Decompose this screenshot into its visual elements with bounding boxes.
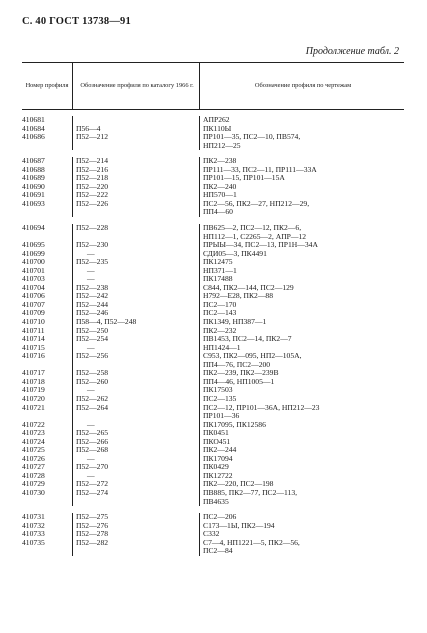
catalog-designation: П52—216: [72, 166, 199, 175]
catalog-designation: —: [72, 267, 199, 276]
catalog-designation: П52—228: [72, 224, 199, 233]
profile-number: 410727: [22, 462, 45, 472]
profile-number: 410688: [22, 164, 45, 174]
catalog-designation: П52—270: [72, 463, 199, 472]
catalog-designation: —: [72, 421, 199, 430]
profile-number: 410722: [22, 419, 45, 429]
drawing-designation: ПС2—206: [199, 513, 404, 522]
column-header-number: Номер профиля: [25, 82, 69, 89]
catalog-designation: П52—244: [72, 301, 199, 310]
catalog-designation: —: [72, 250, 199, 259]
profile-number: 410733: [22, 529, 45, 539]
drawing-designation: ПК12475: [199, 258, 404, 267]
catalog-designation: П52—226: [72, 200, 199, 209]
drawing-designation: ПК1349, НП387—1: [199, 318, 404, 327]
table-row: [22, 352, 404, 369]
catalog-designation: П52—262: [72, 395, 199, 404]
catalog-designation: П52—274: [72, 489, 199, 498]
profile-number: 410716: [22, 351, 45, 361]
drawing-designation: ПР101—36: [199, 412, 404, 421]
catalog-designation: П52—214: [72, 157, 199, 166]
catalog-designation: П56—4: [72, 125, 199, 134]
drawing-designation: ПС2—84: [199, 547, 404, 556]
drawing-designation: ПК110Ы: [199, 125, 404, 134]
profile-number: 410721: [22, 402, 45, 412]
profile-number: 410718: [22, 376, 45, 386]
profile-number: 410729: [22, 479, 45, 489]
drawing-designation: ПП4—46, НП1005—1: [199, 378, 404, 387]
profile-number: 410717: [22, 368, 45, 378]
table-row: [22, 489, 404, 506]
profile-number: 410709: [22, 308, 45, 318]
profile-number: 410700: [22, 257, 45, 267]
catalog-designation: П52—276: [72, 522, 199, 531]
profile-number: 410704: [22, 282, 45, 292]
drawing-designation: ПК17488: [199, 275, 404, 284]
drawing-designation: С7—4, НП1221—5, ПК2—56,: [199, 539, 404, 548]
catalog-designation: —: [72, 472, 199, 481]
catalog-designation: П52—218: [72, 174, 199, 183]
profile-number: 410723: [22, 428, 45, 438]
drawing-designation: АПР262: [199, 116, 404, 125]
catalog-designation: П52—266: [72, 438, 199, 447]
table-row: [22, 133, 404, 150]
column-header-drawing: Обозначение профиля по чертежам: [199, 63, 404, 109]
profile-number: 410691: [22, 190, 45, 200]
profile-number: 410726: [22, 453, 45, 463]
catalog-designation: П52—230: [72, 241, 199, 250]
catalog-designation: П52—265: [72, 429, 199, 438]
profile-number: 410703: [22, 274, 45, 284]
drawing-designation: ПВ885, ПК2—77, ПС2—113,: [199, 489, 404, 498]
catalog-designation: П58—4, П52—248: [72, 318, 199, 327]
profile-number: 410686: [22, 132, 45, 142]
drawing-designation: ПРЫЫ—34, ПС2—13, ПР1Н—34А: [199, 241, 404, 250]
profile-number: 410694: [22, 223, 45, 233]
table-body: [22, 110, 404, 556]
drawing-designation: ПС2—12, ПР101—36А, НП212—23: [199, 404, 404, 413]
drawing-designation: СДИ05—3, ПК4491: [199, 250, 404, 259]
profile-number: 410731: [22, 512, 45, 522]
catalog-designation: —: [72, 455, 199, 464]
drawing-designation: ПК17503: [199, 386, 404, 395]
profile-number: 410719: [22, 385, 45, 395]
catalog-designation: П52—242: [72, 292, 199, 301]
profile-number: 410695: [22, 240, 45, 250]
drawing-designation: С844, ПК2—144, ПС2—129: [199, 284, 404, 293]
drawing-designation: ПК0451: [199, 429, 404, 438]
catalog-designation: П52—212: [72, 133, 199, 142]
profile-number: 410714: [22, 334, 45, 344]
profile-number: 410711: [22, 325, 45, 335]
profile-number: 410681: [22, 115, 45, 124]
page-header: С. 40 ГОСТ 13738—91: [22, 16, 131, 27]
drawing-designation: ПК2—239, ПК2—239В: [199, 369, 404, 378]
drawing-designation: НП371—1: [199, 267, 404, 276]
drawing-designation: ПК17094: [199, 455, 404, 464]
drawing-designation: ПП4—76, ПС2—200: [199, 361, 404, 370]
catalog-designation: —: [72, 275, 199, 284]
table-row: [22, 200, 404, 217]
table-header: [22, 62, 404, 110]
drawing-designation: ПР101—15, ПР101—15А: [199, 174, 404, 183]
profile-number: 410732: [22, 520, 45, 530]
drawing-designation: ПК2—240: [199, 183, 404, 192]
drawing-designation: НП112—1, С2265—2, АПР—12: [199, 233, 404, 242]
catalog-designation: П52—222: [72, 191, 199, 200]
profile-number: 410689: [22, 173, 45, 183]
drawing-designation: ПС2—143: [199, 309, 404, 318]
profile-number: 410724: [22, 436, 45, 446]
drawing-designation: ПК17095, ПК12586: [199, 421, 404, 430]
catalog-designation: П52—256: [72, 352, 199, 361]
catalog-designation: П52—258: [72, 369, 199, 378]
profile-number: 410735: [22, 537, 45, 547]
drawing-designation: ПК2—238: [199, 157, 404, 166]
profile-number: 410715: [22, 342, 45, 352]
catalog-designation: —: [72, 344, 199, 353]
drawing-designation: ПК2—244: [199, 446, 404, 455]
drawing-designation: ПВ1453, ПС2—14, ПК2—7: [199, 335, 404, 344]
table-row: [22, 539, 404, 556]
table-row: [22, 224, 404, 241]
table-row: [22, 404, 404, 421]
drawing-designation: НП212—25: [199, 142, 404, 151]
catalog-designation: П52—282: [72, 539, 199, 548]
profile-number: 410687: [22, 156, 45, 166]
catalog-designation: П52—246: [72, 309, 199, 318]
catalog-designation: П52—220: [72, 183, 199, 192]
drawing-designation: ПВ625—2, ПС2—12, ПК2—6,: [199, 224, 404, 233]
drawing-designation: С953, ПК2—095, НП2—105А,: [199, 352, 404, 361]
catalog-designation: П52—238: [72, 284, 199, 293]
catalog-designation: П52—235: [72, 258, 199, 267]
profile-number: 410707: [22, 299, 45, 309]
profile-number: 410730: [22, 487, 45, 497]
drawing-designation: ПС2—170: [199, 301, 404, 310]
drawing-designation: НП1424—1: [199, 344, 404, 353]
catalog-designation: П52—250: [72, 327, 199, 336]
drawing-designation: ПК0429: [199, 463, 404, 472]
catalog-designation: П52—272: [72, 480, 199, 489]
catalog-designation: П52—254: [72, 335, 199, 344]
drawing-designation: ПК2—220, ПС2—198: [199, 480, 404, 489]
profile-table: [22, 62, 404, 556]
column-header-catalog: Обозначение профиля по каталогу 1966 г.: [72, 63, 199, 109]
profile-number: 410693: [22, 198, 45, 208]
profile-number: 410701: [22, 265, 45, 275]
profile-number: 410690: [22, 181, 45, 191]
drawing-designation: ПС2—56, ПК2—27, НП212—29,: [199, 200, 404, 209]
catalog-designation: —: [72, 386, 199, 395]
profile-number: 410720: [22, 393, 45, 403]
drawing-designation: ПКО451: [199, 438, 404, 447]
drawing-designation: ПР111—33, ПС2—11, ПР111—33А: [199, 166, 404, 175]
profile-number: 410699: [22, 248, 45, 258]
drawing-designation: ПК2—232: [199, 327, 404, 336]
profile-number: 410684: [22, 123, 45, 133]
drawing-designation: ПР101—35, ПС2—10, ПВ574,: [199, 133, 404, 142]
drawing-designation: ПВ4635: [199, 498, 404, 507]
profile-number: 410728: [22, 470, 45, 480]
profile-number: 410710: [22, 317, 45, 327]
drawing-designation: ПС2—135: [199, 395, 404, 404]
catalog-designation: П52—275: [72, 513, 199, 522]
catalog-designation: П52—260: [72, 378, 199, 387]
profile-number: 410706: [22, 291, 45, 301]
catalog-designation: П52—264: [72, 404, 199, 413]
catalog-designation: П52—278: [72, 530, 199, 539]
catalog-designation: П52—268: [72, 446, 199, 455]
drawing-designation: Н792—Е28, ПК2—88: [199, 292, 404, 301]
drawing-designation: С332: [199, 530, 404, 539]
table-continuation-caption: Продолжение табл. 2: [305, 46, 399, 57]
drawing-designation: НП570—1: [199, 191, 404, 200]
profile-number: 410725: [22, 445, 45, 455]
drawing-designation: С173—1Ы, ПК2—194: [199, 522, 404, 531]
drawing-designation: ПК12722: [199, 472, 404, 481]
drawing-designation: ПП4—60: [199, 208, 404, 217]
